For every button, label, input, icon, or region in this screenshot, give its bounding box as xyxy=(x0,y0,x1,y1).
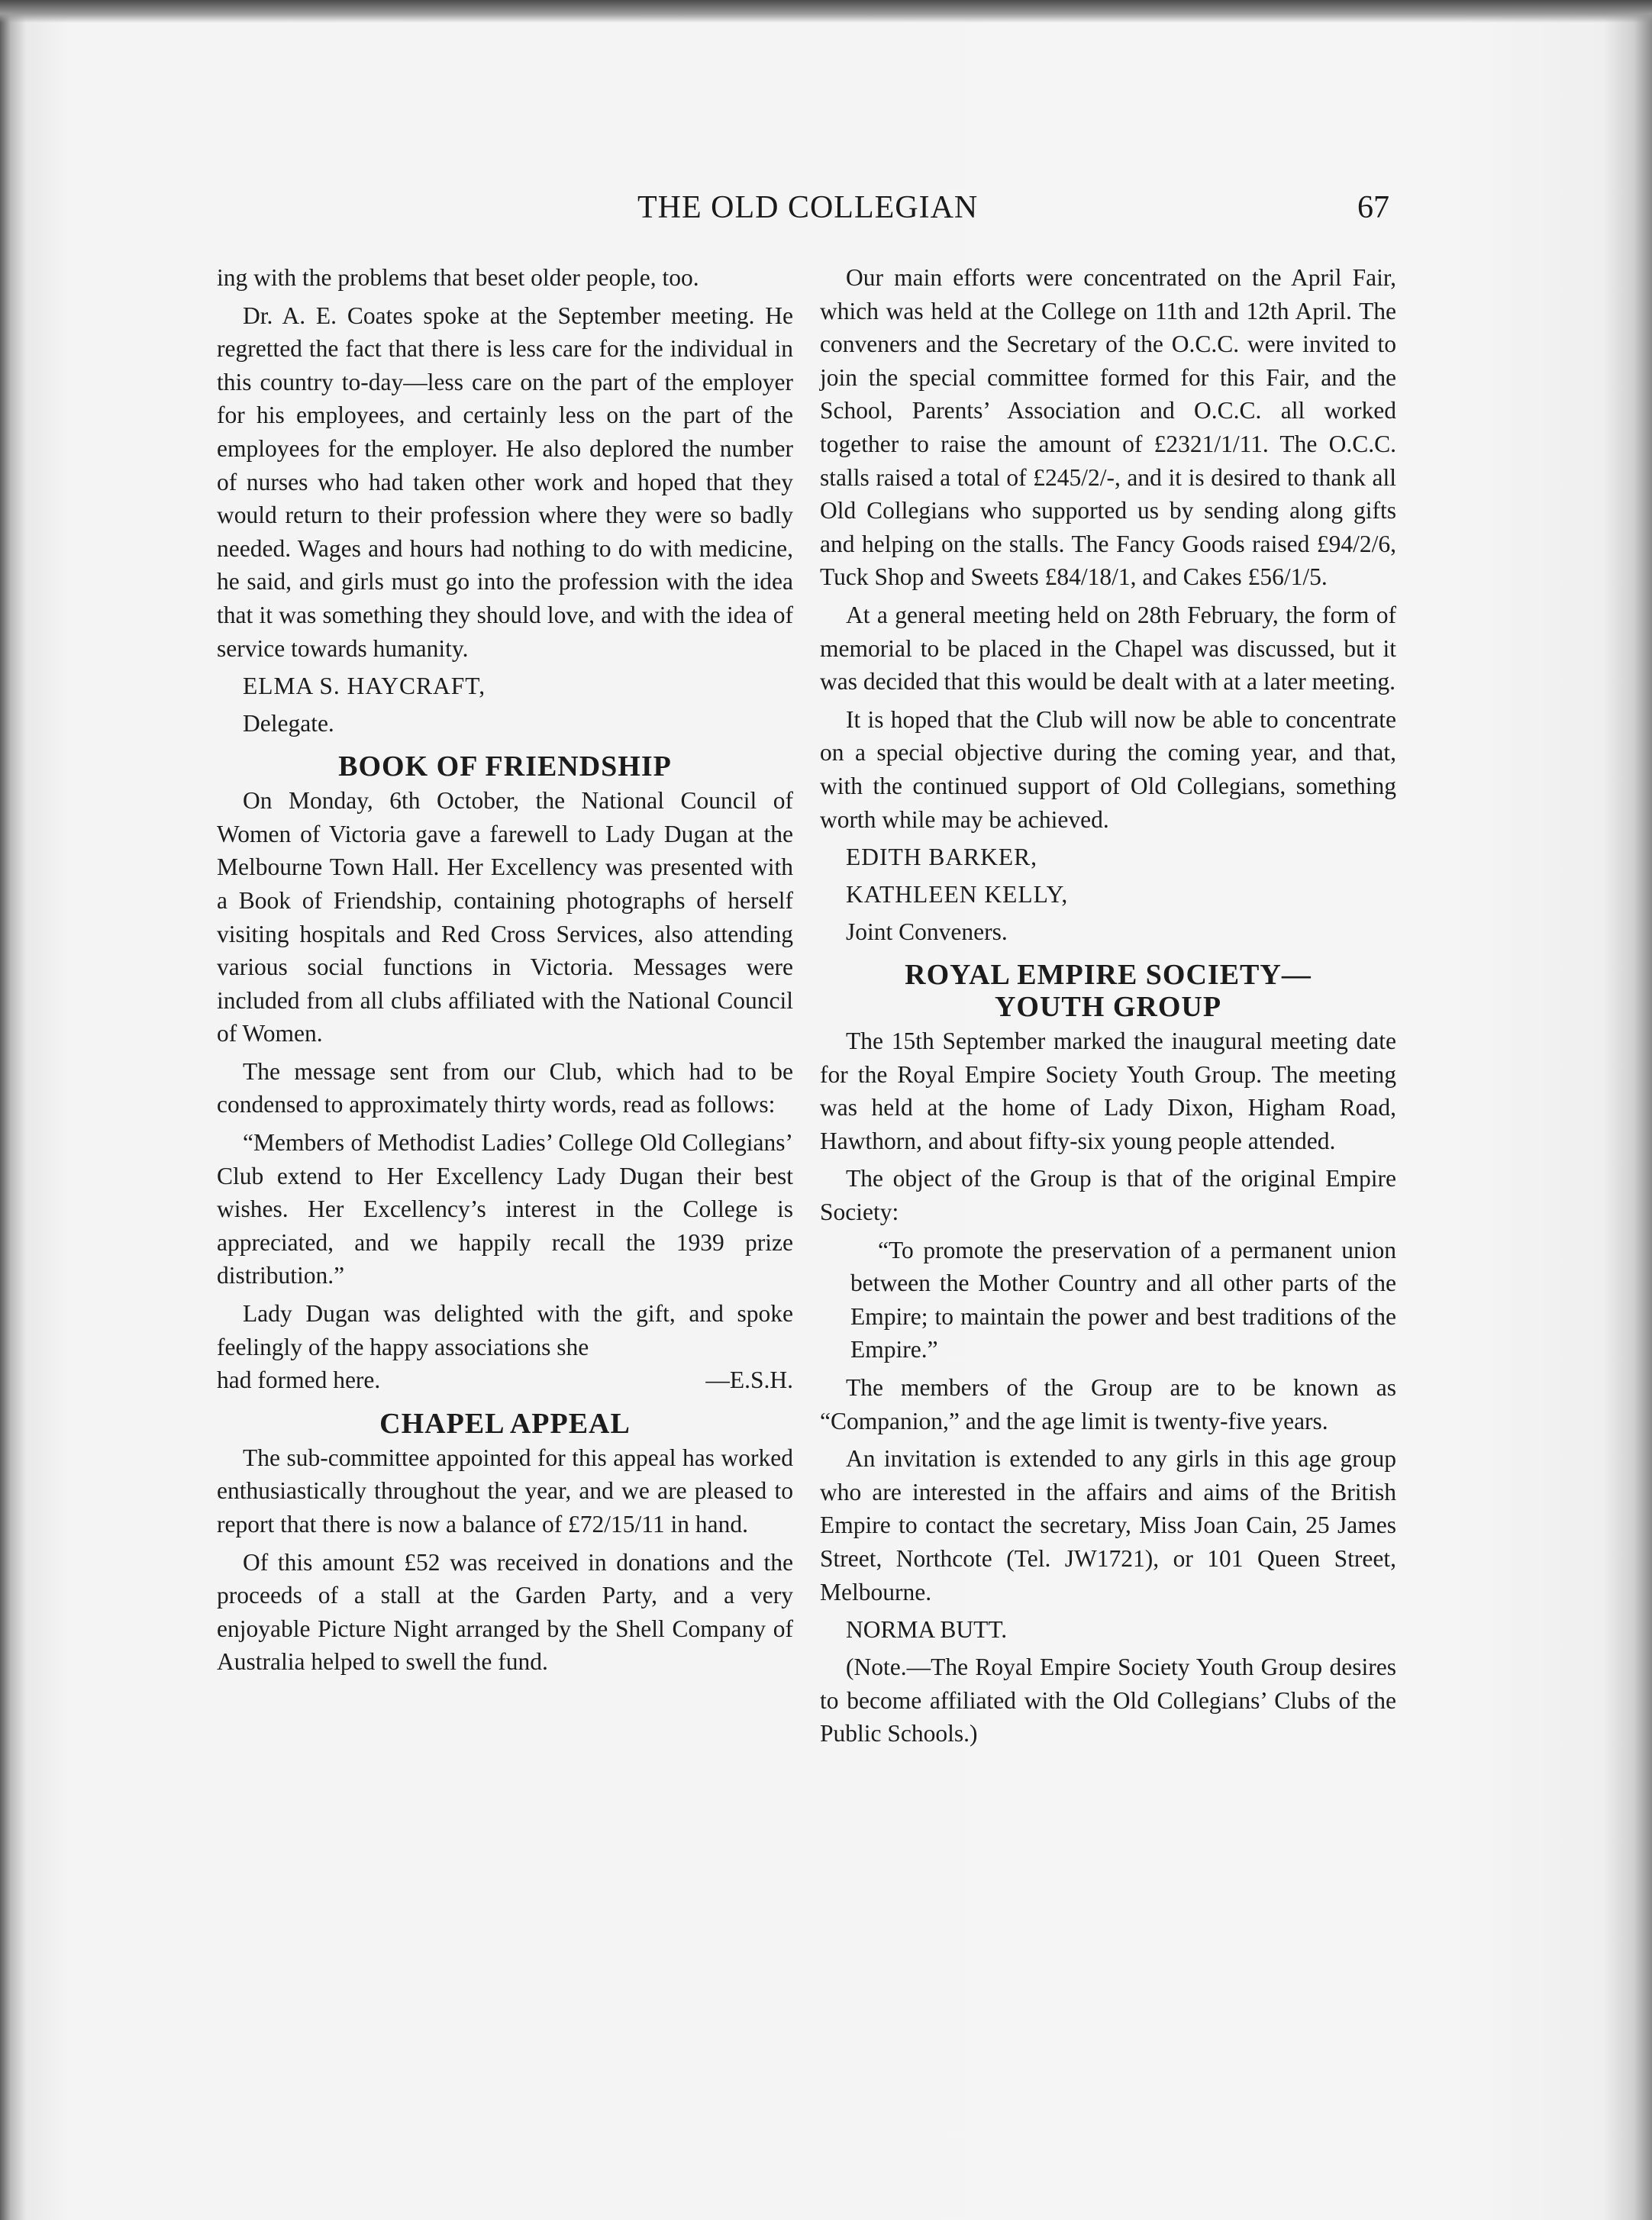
paragraph: The members of the Group are to be known as “Companion,” and the age limit is twenty-five years. xyxy=(820,1374,1396,1434)
paragraph: Dr. A. E. Coates spoke at the September meeting. He regretted the fact that there is less care for the individual in this country to-day—less care on the part of the employer for his employees, and certainly less on the part of the employees for the employer. He also deplored the number of nurses who had taken other work and hoped that they would return to their profession where they were so badly needed. Wages and hours had nothing to do with medicine, he said, and girls must go into the profession with the idea that it was something they should love, and with the idea of service towards humanity. xyxy=(217,302,793,662)
section-heading-royal-empire-society: ROYAL EMPIRE SOCIETY— xyxy=(905,959,1312,992)
paragraph: It is hoped that the Club will now be able to concentrate on a special objective during the coming year, and that, with the continued support of Old Collegians, something worth while may be achieved. xyxy=(820,705,1396,833)
signature-name: EDITH BARKER, xyxy=(846,844,1037,871)
signature-name: ELMA S. HAYCRAFT, xyxy=(243,673,486,700)
paragraph: The sub-committee appointed for this appeal has worked enthusiastically throughout the year, and we are pleased to report that there is now a balance of £72/15/11 in hand. xyxy=(217,1444,793,1538)
scan-top-edge xyxy=(0,0,1652,23)
paragraph: On Monday, 6th October, the National Council of Women of Victoria gave a farewell to Lady Dugan at the Melbourne Town Hall. Her Excellency was presented with a Book of Friendship, containing photographs of herself visiting hospitals and Red Cross Services, also attending various social functions in Victoria. Messages were included from all clubs affiliated with the National Council of Women. xyxy=(217,787,793,1047)
signature-role: Joint Conveners. xyxy=(846,918,1008,946)
page-number: 67 xyxy=(1357,190,1389,225)
quoted-objective: “To promote the preservation of a permanent union between the Mother Country and all other parts of the Empire; to maintain the power and best traditions of the Empire.” xyxy=(850,1236,1396,1363)
paragraph: An invitation is extended to any girls in this age group who are interested in the affairs and aims of the British Empire to contact the secretary, Miss Joan Cain, 25 James Street, Northcote (Tel. JW1721), or 101 Queen Street, Melbourne. xyxy=(820,1445,1396,1605)
paragraph: ing with the problems that beset older people, too. xyxy=(217,264,699,291)
initials-signature: —E.S.H. xyxy=(705,1367,793,1394)
paragraph: Of this amount £52 was received in donations and the proceeds of a stall at the Garden Party, and a very enjoyable Picture Night arranged by the Shell Company of Australia helped to swell the fund. xyxy=(217,1548,793,1676)
signature-name: KATHLEEN KELLY, xyxy=(846,881,1069,908)
right-column xyxy=(820,261,1396,1755)
signature-role: Delegate. xyxy=(243,710,334,737)
paragraph: Our main efforts were concentrated on the April Fair, which was held at the College on 11th and 12th April. The conveners and the Secretary of the O.C.C. were invited to join the special committee formed for this Fair, and the School, Parents’ Association and O.C.C. all worked together to raise the amount of £2321/1/11. The O.C.C. stalls raised a total of £245/2/-, and it is desired to thank all Old Collegians who supported us by sending along gifts and helping on the stalls. The Fancy Goods raised £94/2/6, Tuck Shop and Sweets £84/18/1, and Cakes £56/1/5. xyxy=(820,264,1396,591)
paragraph-last-line: had formed here. xyxy=(217,1367,381,1394)
quoted-message: “Members of Methodist Ladies’ College Old Collegians’ Club extend to Her Excellency Lady Dugan their best wishes. Her Excellency’s interest in the College is appreciated, and we happily recall the 1939 prize distribution.” xyxy=(217,1129,793,1289)
signature-name: NORMA BUTT. xyxy=(846,1616,1008,1644)
note-paragraph: (Note.—The Royal Empire Society Youth Group desires to become affiliated with the Old Collegians’ Clubs of the Public Schools.) xyxy=(820,1654,1396,1747)
running-header xyxy=(206,189,1389,235)
left-column xyxy=(217,261,793,1683)
paragraph: At a general meeting held on 28th February, the form of memorial to be placed in the Chapel was discussed, but it was decided that this would be dealt with at a later meeting. xyxy=(820,601,1396,695)
paragraph: The object of the Group is that of the original Empire Society: xyxy=(820,1165,1396,1226)
paragraph: Lady Dugan was delighted with the gift, and spoke feelingly of the happy associations she xyxy=(217,1300,793,1360)
journal-title: THE OLD COLLEGIAN xyxy=(637,190,979,225)
paragraph-end-row xyxy=(217,1363,793,1397)
section-subheading-youth-group: YOUTH GROUP xyxy=(994,991,1222,1024)
paragraph: The 15th September marked the inaugural meeting date for the Royal Empire Society Youth Group. The meeting was held at the home of Lady Dixon, Higham Road, Hawthorn, and about fifty-six young people attended. xyxy=(820,1028,1396,1154)
section-heading-book-of-friendship: BOOK OF FRIENDSHIP xyxy=(338,750,672,783)
paragraph: The message sent from our Club, which had to be condensed to approximately thirty words, read as follows: xyxy=(217,1057,793,1118)
section-heading-chapel-appeal: CHAPEL APPEAL xyxy=(379,1407,631,1440)
